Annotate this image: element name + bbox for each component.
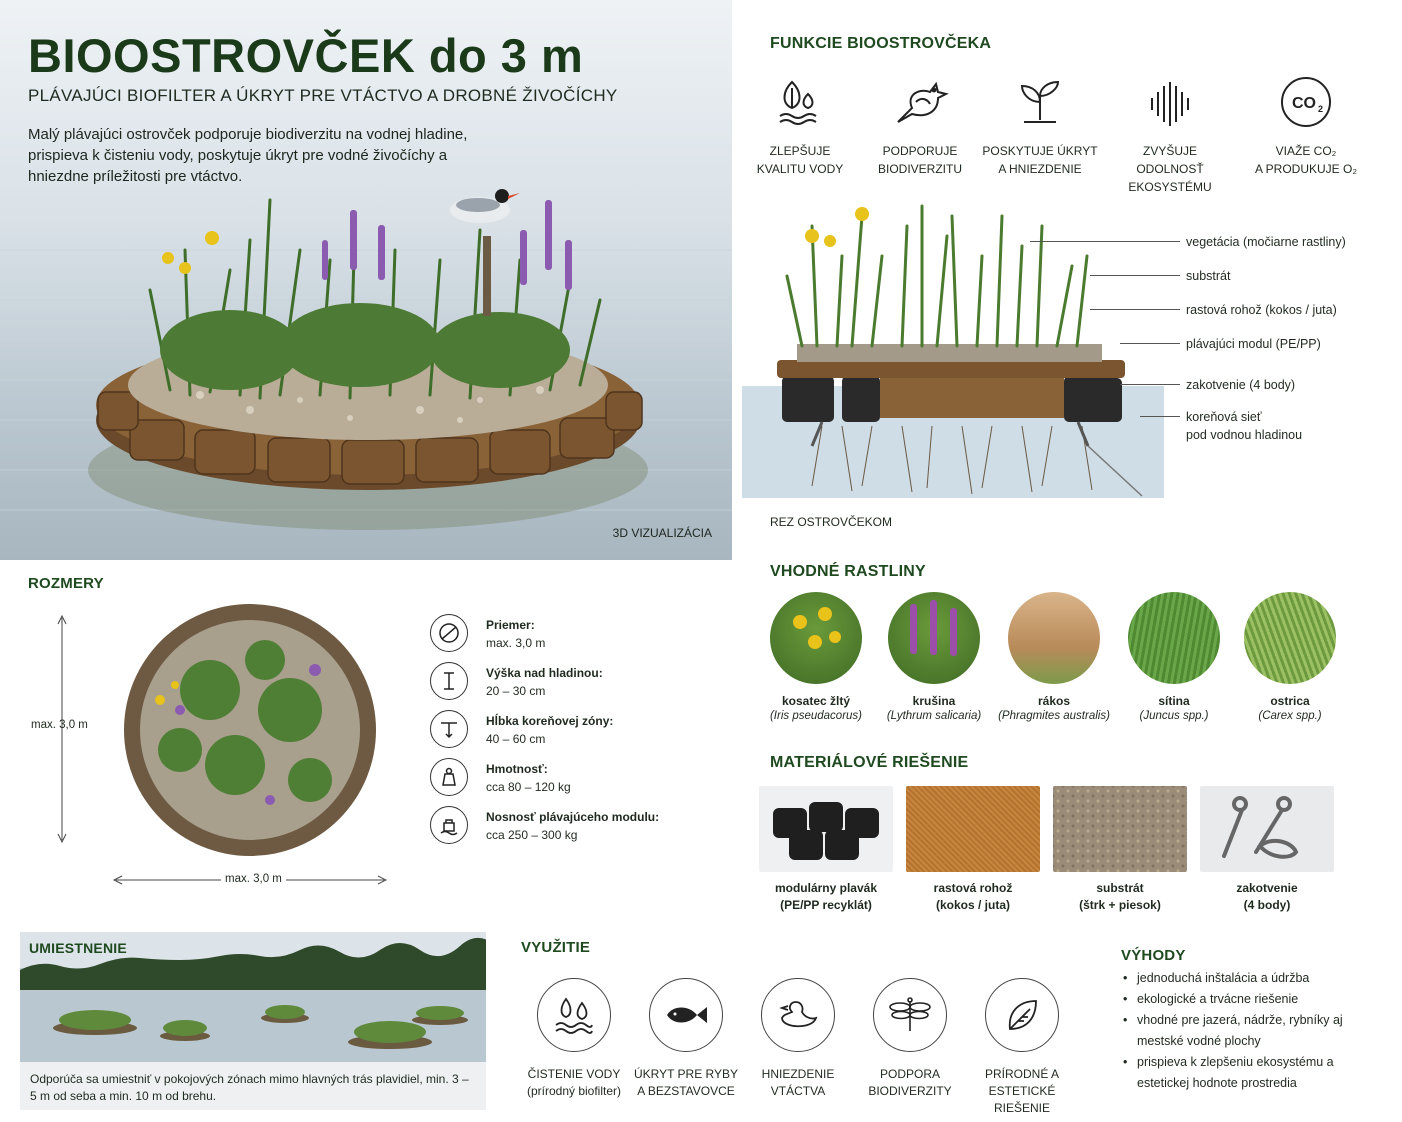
dimension-value: max. 3,0 m [486, 636, 546, 650]
material-image-mat [906, 786, 1040, 872]
duck-icon [761, 978, 835, 1052]
page-title: BIOOSTROVČEK do 3 m [28, 29, 584, 82]
materials-heading: MATERIÁLOVÉ RIEŠENIE [770, 754, 969, 771]
plant-image-lythrum [888, 592, 980, 684]
plant-card [1114, 592, 1234, 722]
functions-heading: FUNKCIE BIOOSTROVČEKA [770, 35, 992, 52]
function-label: ZVYŠUJE ODOLNOSŤ EKOSYSTÉMU [1128, 144, 1212, 194]
plant-image-iris [770, 592, 862, 684]
usage-label: PODPORA BIODIVERZITY [868, 1067, 952, 1098]
material-card [1053, 786, 1187, 914]
reed-icon [1140, 72, 1200, 132]
dimension-title: Nosnosť plávajúceho modulu: [486, 810, 660, 824]
dimension-title: Priemer: [486, 618, 535, 632]
co2-icon [1276, 72, 1336, 132]
water-clean-icon [537, 978, 611, 1052]
usage-label: PRÍRODNÉ A ESTETICKÉ RIEŠENIE [984, 1067, 1059, 1115]
plant-latin: (Lythrum salicaria) [886, 710, 982, 722]
plant-card [756, 592, 876, 722]
dimension-row [430, 806, 690, 850]
sprout-icon [1010, 72, 1070, 132]
top-view-diagram [20, 600, 420, 900]
plant-card [874, 592, 994, 722]
leaf-icon [985, 978, 1059, 1052]
benefit-item: • vhodné pre jazerá, nádrže, rybníky aj mestské vodné plochy [1121, 1010, 1361, 1052]
material-image-anchor [1200, 786, 1334, 872]
dimensions-heading: ROZMERY [28, 575, 104, 592]
material-name: rastová rohož (kokos / juta) [933, 881, 1013, 912]
dimension-title: Výška nad hladinou: [486, 666, 603, 680]
function-item [860, 72, 980, 178]
plant-name: ostrica [1270, 694, 1310, 708]
usage-heading: VYUŽITIE [521, 939, 591, 956]
plant-name: sítina [1158, 694, 1190, 708]
bird-icon [890, 72, 950, 132]
usage-label: ÚKRYT PRE RYBY A BEZSTAVOVCE [633, 1067, 739, 1098]
leader-line [1090, 309, 1180, 310]
plant-latin: (Juncus spp.) [1139, 710, 1209, 722]
function-item [980, 72, 1100, 178]
plant-image-carex [1244, 592, 1336, 684]
placement-text: Odporúča sa umiestniť v pokojových zónach mimo hlavných trás plavidiel, min. 3 – 5 m od seba a min. 10 m od brehu. [30, 1072, 469, 1103]
benefits-list [1121, 968, 1361, 1094]
cs-label-anchor: zakotvenie (4 body) [1186, 378, 1296, 392]
placement-panel [20, 932, 486, 1110]
placement-heading: UMIESTNENIE [29, 940, 127, 956]
usage-item [855, 978, 965, 1100]
benefit-item: • prispieva k zlepšeniu ekosystému a estetickej hodnote prostredia [1121, 1052, 1361, 1094]
function-item [1246, 72, 1366, 178]
usage-item [519, 978, 629, 1100]
usage-label: HNIEZDENIE VTÁCTVA [761, 1067, 835, 1098]
leader-line [1140, 416, 1180, 417]
function-label: PODPORUJE BIODIVERZITU [877, 144, 962, 176]
cs-label-module: plávajúci modul (PE/PP) [1186, 337, 1321, 351]
function-label: POSKYTUJE ÚKRYT A HNIEZDENIE [982, 144, 1098, 176]
plant-card [1230, 592, 1350, 722]
page-subtitle: PLÁVAJÚCI BIOFILTER A ÚKRYT PRE VTÁCTVO A DROBNÉ ŽIVOČÍCHY [28, 86, 618, 105]
material-card [759, 786, 893, 914]
function-label: VIAŽE CO₂ A PRODUKUJE O₂ [1254, 144, 1357, 176]
plant-latin: (Carex spp.) [1258, 710, 1322, 722]
island-3d-illustration [0, 0, 732, 560]
intro-text: Malý plávajúci ostrovček podporuje biodiverzitu na vodnej hladine, prispieva k čisteniu vody, poskytuje úkryt pre vodné živočíchy a hniezdne príležitosti pre vtáctvo. [28, 126, 468, 185]
function-label: ZLEPŠUJE KVALITU VODY [756, 144, 844, 176]
material-name: substrát (štrk + piesok) [1079, 881, 1161, 912]
svg-text:2: 2 [1318, 104, 1324, 114]
dimension-value: cca 250 – 300 kg [486, 828, 578, 842]
dimension-row [430, 662, 690, 706]
dimension-title: Hĺbka koreňovej zóny: [486, 714, 614, 728]
leader-line [1120, 384, 1180, 385]
plants-heading: VHODNÉ RASTLINY [770, 563, 926, 580]
material-image-substrate [1053, 786, 1187, 872]
dimension-row [430, 710, 690, 754]
cs-label-roots: koreňová sieť pod vodnou hladinou [1186, 410, 1303, 442]
plant-image-phragmites [1008, 592, 1100, 684]
water-leaf-icon [770, 72, 830, 132]
hero-panel [0, 0, 732, 560]
height-icon [430, 662, 468, 700]
plant-image-juncus [1128, 592, 1220, 684]
usage-item [631, 978, 741, 1100]
depth-icon [430, 710, 468, 748]
plant-card [994, 592, 1114, 722]
plant-name: krušina [912, 694, 956, 708]
material-name: modulárny plavák (PE/PP recyklát) [774, 881, 878, 912]
plant-latin: (Iris pseudacorus) [769, 710, 863, 722]
leader-line [1090, 275, 1180, 276]
plant-name: kosatec žltý [781, 694, 851, 708]
material-card [1200, 786, 1334, 914]
plant-latin: (Phragmites australis) [998, 710, 1110, 722]
cross-section-diagram [742, 196, 1182, 506]
cs-label-mat: rastová rohož (kokos / juta) [1186, 303, 1337, 317]
usage-item [967, 978, 1077, 1117]
material-name: zakotvenie (4 body) [1236, 881, 1298, 912]
material-image-float [759, 786, 893, 872]
weight-icon [430, 758, 468, 796]
material-card [906, 786, 1040, 914]
diameter-icon [430, 614, 468, 652]
dimension-value: cca 80 – 120 kg [486, 780, 571, 794]
svg-text:CO: CO [1292, 95, 1316, 112]
visualization-caption: 3D VIZUALIZÁCIA [612, 526, 712, 540]
width-dimension-label: max. 3,0 m [221, 873, 286, 885]
plant-name: rákos [1037, 694, 1071, 708]
load-icon [430, 806, 468, 844]
benefit-item: • ekologické a trvácne riešenie [1121, 989, 1361, 1010]
dimension-value: 20 – 30 cm [486, 684, 546, 698]
benefit-item: • jednoduchá inštalácia a údržba [1121, 968, 1361, 989]
fish-icon [649, 978, 723, 1052]
dragonfly-icon [873, 978, 947, 1052]
cross-section-caption: REZ OSTROVČEKOM [770, 515, 893, 529]
leader-line [1120, 343, 1180, 344]
cs-label-substrate: substrát [1186, 269, 1231, 283]
height-dimension-label: max. 3,0 m [31, 719, 88, 731]
benefits-heading: VÝHODY [1121, 947, 1186, 964]
leader-line [1030, 241, 1180, 242]
usage-label: ČISTENIE VODY (prírodný biofilter) [526, 1067, 622, 1098]
dimension-row [430, 614, 690, 658]
usage-item [743, 978, 853, 1100]
dimension-value: 40 – 60 cm [486, 732, 546, 746]
dimension-row [430, 758, 690, 802]
function-item [740, 72, 860, 178]
function-item [1110, 72, 1230, 196]
dimension-title: Hmotnosť: [486, 762, 548, 776]
cs-label-vegetation: vegetácia (močiarne rastliny) [1186, 235, 1346, 249]
